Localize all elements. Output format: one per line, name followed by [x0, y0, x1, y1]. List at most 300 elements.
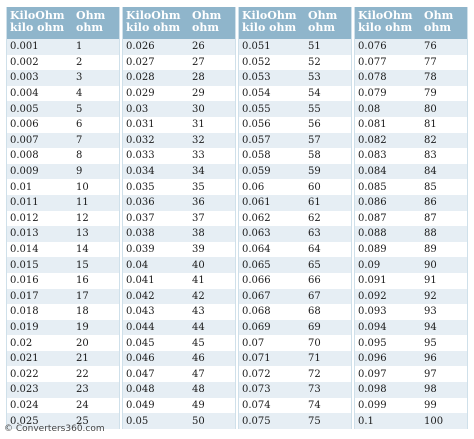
ohm-cell: 74	[308, 399, 321, 411]
kiloohm-cell: 0.092	[358, 290, 387, 302]
ohm-cell: 43	[192, 306, 205, 318]
ohm-cell: 17	[76, 290, 89, 302]
header-ohm: Ohm ohm	[424, 9, 454, 34]
ohm-cell: 87	[424, 212, 437, 224]
kiloohm-cell: 0.058	[242, 150, 271, 162]
kiloohm-cell: 0.012	[10, 212, 39, 224]
kiloohm-cell: 0.048	[126, 384, 155, 396]
table-row	[123, 351, 235, 367]
table-row	[355, 226, 467, 242]
kiloohm-cell: 0.052	[242, 56, 271, 68]
kiloohm-cell: 0.021	[10, 353, 39, 365]
kiloohm-cell: 0.064	[242, 244, 271, 256]
table-row	[355, 133, 467, 149]
table-row	[355, 39, 467, 55]
kiloohm-cell: 0.023	[10, 384, 39, 396]
kiloohm-cell: 0.056	[242, 119, 271, 131]
header-ohm: Ohm ohm	[308, 9, 338, 34]
kiloohm-cell: 0.073	[242, 384, 271, 396]
kiloohm-cell: 0.1	[358, 415, 374, 427]
table-row	[355, 164, 467, 180]
ohm-cell: 96	[424, 353, 437, 365]
table-row	[123, 226, 235, 242]
kiloohm-cell: 0.082	[358, 134, 387, 146]
ohm-cell: 79	[424, 88, 437, 100]
ohm-cell: 7	[76, 134, 83, 146]
ohm-cell: 42	[192, 290, 205, 302]
table-row	[123, 413, 235, 429]
kiloohm-cell: 0.072	[242, 368, 271, 380]
kiloohm-cell: 0.027	[126, 56, 155, 68]
kiloohm-cell: 0.099	[358, 399, 387, 411]
ohm-cell: 91	[424, 275, 437, 287]
table-row	[239, 86, 351, 102]
table-row	[355, 304, 467, 320]
kiloohm-cell: 0.087	[358, 212, 387, 224]
table-row	[7, 257, 119, 273]
table-row	[7, 273, 119, 289]
ohm-cell: 78	[424, 72, 437, 84]
kiloohm-cell: 0.074	[242, 399, 271, 411]
table-row	[7, 179, 119, 195]
kiloohm-cell: 0.04	[126, 259, 149, 271]
table-row	[239, 242, 351, 258]
ohm-cell: 29	[192, 88, 205, 100]
table-row	[355, 55, 467, 71]
ohm-cell: 69	[308, 321, 321, 333]
kiloohm-cell: 0.047	[126, 368, 155, 380]
ohm-cell: 83	[424, 150, 437, 162]
ohm-cell: 80	[424, 103, 437, 115]
table-row	[239, 226, 351, 242]
kiloohm-cell: 0.028	[126, 72, 155, 84]
ohm-cell: 86	[424, 197, 437, 209]
table-row	[355, 398, 467, 414]
ohm-cell: 88	[424, 228, 437, 240]
table-row	[355, 351, 467, 367]
ohm-cell: 68	[308, 306, 321, 318]
table-row	[123, 304, 235, 320]
kiloohm-cell: 0.051	[242, 41, 271, 53]
table-row	[239, 195, 351, 211]
ohm-cell: 35	[192, 181, 205, 193]
copyright-footer: © Converters360.com	[4, 424, 105, 434]
table-row	[355, 195, 467, 211]
table-row	[7, 39, 119, 55]
kiloohm-cell: 0.081	[358, 119, 387, 131]
table-column-group	[6, 7, 120, 429]
table-row	[123, 242, 235, 258]
ohm-cell: 37	[192, 212, 205, 224]
ohm-cell: 62	[308, 212, 321, 224]
ohm-cell: 20	[76, 337, 89, 349]
table-row	[7, 304, 119, 320]
table-row	[355, 273, 467, 289]
table-row	[7, 289, 119, 305]
table-row	[239, 335, 351, 351]
ohm-cell: 94	[424, 321, 437, 333]
kiloohm-cell: 0.01	[10, 181, 33, 193]
table-row	[7, 133, 119, 149]
table-row	[7, 164, 119, 180]
kiloohm-cell: 0.043	[126, 306, 155, 318]
kiloohm-cell: 0.018	[10, 306, 39, 318]
ohm-cell: 34	[192, 166, 205, 178]
kiloohm-cell: 0.055	[242, 103, 271, 115]
ohm-cell: 92	[424, 290, 437, 302]
table-row	[123, 101, 235, 117]
kiloohm-cell: 0.032	[126, 134, 155, 146]
ohm-cell: 77	[424, 56, 437, 68]
table-row	[239, 70, 351, 86]
ohm-cell: 76	[424, 41, 437, 53]
ohm-cell: 13	[76, 228, 89, 240]
kiloohm-cell: 0.084	[358, 166, 387, 178]
kiloohm-cell: 0.066	[242, 275, 271, 287]
table-row	[355, 289, 467, 305]
kiloohm-cell: 0.03	[126, 103, 149, 115]
kiloohm-cell: 0.071	[242, 353, 271, 365]
kiloohm-cell: 0.039	[126, 244, 155, 256]
table-row	[7, 148, 119, 164]
table-row	[355, 148, 467, 164]
ohm-cell: 55	[308, 103, 321, 115]
table-row	[355, 117, 467, 133]
ohm-cell: 44	[192, 321, 205, 333]
table-row	[123, 320, 235, 336]
kiloohm-cell: 0.061	[242, 197, 271, 209]
kiloohm-cell: 0.069	[242, 321, 271, 333]
ohm-cell: 98	[424, 384, 437, 396]
header-kiloohm: KiloOhm kilo ohm	[358, 9, 413, 34]
kiloohm-cell: 0.059	[242, 166, 271, 178]
ohm-cell: 5	[76, 103, 83, 115]
table-row	[123, 382, 235, 398]
kiloohm-cell: 0.026	[126, 41, 155, 53]
ohm-cell: 36	[192, 197, 205, 209]
kiloohm-cell: 0.046	[126, 353, 155, 365]
ohm-cell: 8	[76, 150, 83, 162]
table-column-group	[122, 7, 236, 429]
kiloohm-cell: 0.089	[358, 244, 387, 256]
kiloohm-cell: 0.004	[10, 88, 39, 100]
ohm-cell: 12	[76, 212, 89, 224]
table-row	[123, 164, 235, 180]
kiloohm-cell: 0.062	[242, 212, 271, 224]
ohm-cell: 23	[76, 384, 89, 396]
ohm-cell: 51	[308, 41, 321, 53]
ohm-cell: 21	[76, 353, 89, 365]
table-row	[7, 211, 119, 227]
table-row	[239, 398, 351, 414]
table-row	[123, 179, 235, 195]
table-row	[239, 366, 351, 382]
column-header	[355, 7, 467, 39]
ohm-cell: 67	[308, 290, 321, 302]
ohm-cell: 89	[424, 244, 437, 256]
table-row	[239, 320, 351, 336]
table-column-group	[354, 7, 468, 429]
kiloohm-cell: 0.094	[358, 321, 387, 333]
kiloohm-cell: 0.037	[126, 212, 155, 224]
ohm-cell: 40	[192, 259, 205, 271]
kiloohm-cell: 0.044	[126, 321, 155, 333]
table-row	[239, 164, 351, 180]
kiloohm-cell: 0.014	[10, 244, 39, 256]
ohm-cell: 85	[424, 181, 437, 193]
ohm-cell: 52	[308, 56, 321, 68]
kiloohm-cell: 0.033	[126, 150, 155, 162]
kiloohm-cell: 0.041	[126, 275, 155, 287]
kiloohm-cell: 0.024	[10, 399, 39, 411]
header-ohm: Ohm ohm	[76, 9, 106, 34]
kiloohm-cell: 0.038	[126, 228, 155, 240]
kiloohm-cell: 0.063	[242, 228, 271, 240]
ohm-cell: 81	[424, 119, 437, 131]
table-row	[239, 413, 351, 429]
ohm-cell: 15	[76, 259, 89, 271]
kiloohm-cell: 0.036	[126, 197, 155, 209]
ohm-cell: 59	[308, 166, 321, 178]
kiloohm-cell: 0.097	[358, 368, 387, 380]
ohm-cell: 90	[424, 259, 437, 271]
kiloohm-cell: 0.068	[242, 306, 271, 318]
table-row	[7, 55, 119, 71]
ohm-cell: 6	[76, 119, 83, 131]
ohm-cell: 84	[424, 166, 437, 178]
ohm-cell: 26	[192, 41, 205, 53]
ohm-cell: 38	[192, 228, 205, 240]
table-row	[7, 382, 119, 398]
ohm-cell: 60	[308, 181, 321, 193]
kiloohm-cell: 0.002	[10, 56, 39, 68]
kiloohm-cell: 0.085	[358, 181, 387, 193]
table-row	[239, 289, 351, 305]
table-row	[7, 398, 119, 414]
table-row	[239, 351, 351, 367]
ohm-cell: 66	[308, 275, 321, 287]
table-column-group	[238, 7, 352, 429]
table-row	[123, 211, 235, 227]
ohm-cell: 25	[76, 415, 89, 427]
ohm-cell: 100	[424, 415, 444, 427]
header-kiloohm: KiloOhm kilo ohm	[10, 9, 65, 34]
kiloohm-cell: 0.098	[358, 384, 387, 396]
ohm-cell: 61	[308, 197, 321, 209]
kiloohm-cell: 0.015	[10, 259, 39, 271]
kiloohm-cell: 0.095	[358, 337, 387, 349]
ohm-cell: 11	[76, 197, 89, 209]
ohm-cell: 95	[424, 337, 437, 349]
table-row	[239, 39, 351, 55]
ohm-cell: 57	[308, 134, 321, 146]
ohm-cell: 4	[76, 88, 83, 100]
table-row	[123, 39, 235, 55]
ohm-cell: 64	[308, 244, 321, 256]
table-row	[123, 335, 235, 351]
conversion-table	[6, 7, 468, 429]
kiloohm-cell: 0.06	[242, 181, 265, 193]
table-row	[239, 101, 351, 117]
kiloohm-cell: 0.034	[126, 166, 155, 178]
table-row	[7, 242, 119, 258]
ohm-cell: 97	[424, 368, 437, 380]
ohm-cell: 18	[76, 306, 89, 318]
ohm-cell: 32	[192, 134, 205, 146]
table-row	[123, 117, 235, 133]
kiloohm-cell: 0.08	[358, 103, 381, 115]
ohm-cell: 49	[192, 399, 205, 411]
ohm-cell: 22	[76, 368, 89, 380]
table-row	[123, 70, 235, 86]
ohm-cell: 63	[308, 228, 321, 240]
column-header	[123, 7, 235, 39]
table-row	[123, 366, 235, 382]
kiloohm-cell: 0.016	[10, 275, 39, 287]
kiloohm-cell: 0.025	[10, 415, 39, 427]
ohm-cell: 93	[424, 306, 437, 318]
ohm-cell: 3	[76, 72, 83, 84]
ohm-cell: 70	[308, 337, 321, 349]
table-row	[355, 366, 467, 382]
header-kiloohm: KiloOhm kilo ohm	[242, 9, 297, 34]
table-row	[123, 257, 235, 273]
table-row	[7, 101, 119, 117]
table-row	[239, 55, 351, 71]
kiloohm-cell: 0.078	[358, 72, 387, 84]
kiloohm-cell: 0.017	[10, 290, 39, 302]
kiloohm-cell: 0.05	[126, 415, 149, 427]
table-row	[355, 179, 467, 195]
table-row	[355, 70, 467, 86]
kiloohm-cell: 0.09	[358, 259, 381, 271]
kiloohm-cell: 0.007	[10, 134, 39, 146]
ohm-cell: 58	[308, 150, 321, 162]
kiloohm-cell: 0.086	[358, 197, 387, 209]
kiloohm-cell: 0.009	[10, 166, 39, 178]
table-row	[355, 101, 467, 117]
ohm-cell: 54	[308, 88, 321, 100]
kiloohm-cell: 0.053	[242, 72, 271, 84]
kiloohm-cell: 0.093	[358, 306, 387, 318]
table-row	[7, 335, 119, 351]
ohm-cell: 65	[308, 259, 321, 271]
ohm-cell: 27	[192, 56, 205, 68]
table-row	[7, 320, 119, 336]
kiloohm-cell: 0.001	[10, 41, 39, 53]
table-row	[239, 179, 351, 195]
kiloohm-cell: 0.076	[358, 41, 387, 53]
ohm-cell: 19	[76, 321, 89, 333]
table-row	[123, 289, 235, 305]
table-row	[355, 382, 467, 398]
table-row	[7, 366, 119, 382]
table-row	[355, 242, 467, 258]
table-row	[123, 398, 235, 414]
kiloohm-cell: 0.019	[10, 321, 39, 333]
table-row	[123, 195, 235, 211]
table-row	[239, 304, 351, 320]
kiloohm-cell: 0.079	[358, 88, 387, 100]
table-row	[355, 86, 467, 102]
ohm-cell: 14	[76, 244, 89, 256]
table-row	[7, 226, 119, 242]
kiloohm-cell: 0.035	[126, 181, 155, 193]
kiloohm-cell: 0.054	[242, 88, 271, 100]
table-row	[355, 211, 467, 227]
kiloohm-cell: 0.07	[242, 337, 265, 349]
table-row	[239, 273, 351, 289]
kiloohm-cell: 0.057	[242, 134, 271, 146]
table-row	[7, 117, 119, 133]
ohm-cell: 46	[192, 353, 205, 365]
kiloohm-cell: 0.049	[126, 399, 155, 411]
table-row	[355, 320, 467, 336]
kiloohm-cell: 0.045	[126, 337, 155, 349]
kiloohm-cell: 0.005	[10, 103, 39, 115]
ohm-cell: 16	[76, 275, 89, 287]
kiloohm-cell: 0.029	[126, 88, 155, 100]
table-row	[239, 382, 351, 398]
table-row	[239, 148, 351, 164]
table-row	[7, 351, 119, 367]
kiloohm-cell: 0.006	[10, 119, 39, 131]
kiloohm-cell: 0.088	[358, 228, 387, 240]
ohm-cell: 73	[308, 384, 321, 396]
kiloohm-cell: 0.096	[358, 353, 387, 365]
kiloohm-cell: 0.013	[10, 228, 39, 240]
ohm-cell: 33	[192, 150, 205, 162]
table-row	[123, 148, 235, 164]
ohm-cell: 71	[308, 353, 321, 365]
table-row	[239, 257, 351, 273]
ohm-cell: 30	[192, 103, 205, 115]
kiloohm-cell: 0.022	[10, 368, 39, 380]
kiloohm-cell: 0.065	[242, 259, 271, 271]
ohm-cell: 2	[76, 56, 83, 68]
ohm-cell: 50	[192, 415, 205, 427]
ohm-cell: 41	[192, 275, 205, 287]
table-row	[123, 133, 235, 149]
ohm-cell: 75	[308, 415, 321, 427]
kiloohm-cell: 0.02	[10, 337, 33, 349]
kiloohm-cell: 0.011	[10, 197, 39, 209]
ohm-cell: 9	[76, 166, 83, 178]
header-kiloohm: KiloOhm kilo ohm	[126, 9, 181, 34]
kiloohm-cell: 0.075	[242, 415, 271, 427]
ohm-cell: 56	[308, 119, 321, 131]
table-row	[355, 257, 467, 273]
kiloohm-cell: 0.008	[10, 150, 39, 162]
table-row	[7, 70, 119, 86]
kiloohm-cell: 0.042	[126, 290, 155, 302]
ohm-cell: 82	[424, 134, 437, 146]
kiloohm-cell: 0.077	[358, 56, 387, 68]
table-row	[239, 117, 351, 133]
ohm-cell: 72	[308, 368, 321, 380]
table-row	[7, 86, 119, 102]
ohm-cell: 28	[192, 72, 205, 84]
table-row	[123, 273, 235, 289]
header-ohm: Ohm ohm	[192, 9, 222, 34]
kiloohm-cell: 0.031	[126, 119, 155, 131]
ohm-cell: 24	[76, 399, 89, 411]
column-header	[239, 7, 351, 39]
table-row	[355, 413, 467, 429]
ohm-cell: 31	[192, 119, 205, 131]
table-row	[123, 55, 235, 71]
table-row	[239, 133, 351, 149]
